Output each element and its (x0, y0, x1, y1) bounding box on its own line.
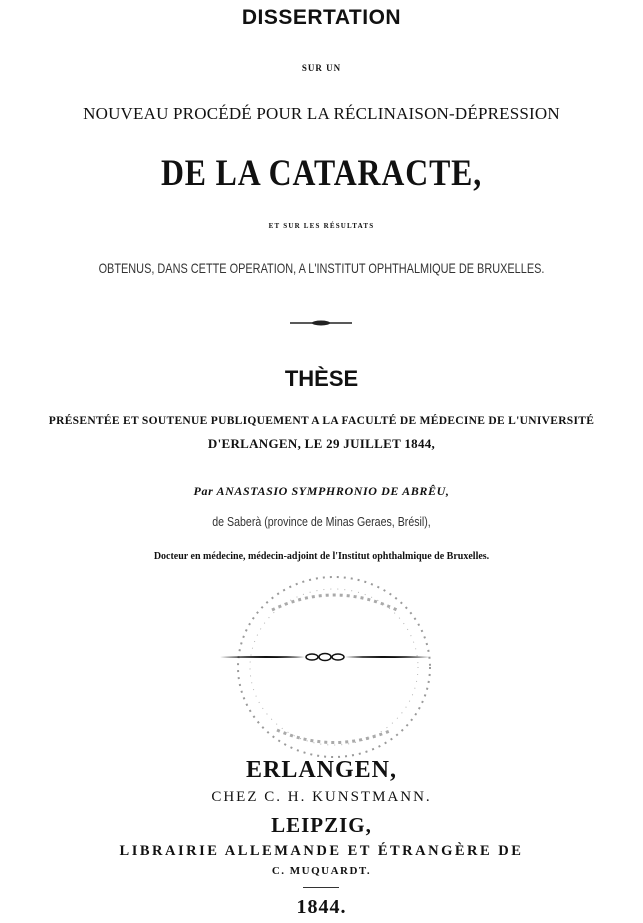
title-sur-un: SUR UN (301, 63, 342, 73)
imprint-place-erlangen: ERLANGEN, (245, 757, 398, 783)
title-et-sur-les-resultats: ET SUR LES RÉSULTATS (268, 222, 375, 230)
author-origin: de Saberà (province de Minas Geraes, Brésil), (212, 515, 431, 529)
author-byline: Par ANASTASIO SYMPHRONIO DE ABRÊU, (193, 484, 450, 498)
imprint-publisher-librairie: LIBRAIRIE ALLEMANDE ET ÉTRANGÈRE DE (119, 843, 524, 859)
decorative-rule (220, 649, 430, 665)
thesis-presented-line1: PRÉSENTÉE ET SOUTENUE PUBLIQUEMENT A LA FACULTÉ DE MÉDECINE DE L'UNIVERSITÉ (48, 415, 595, 427)
author-credentials: Docteur en médecine, médecin-adjoint de l'Institut ophthalmique de Bruxelles. (153, 551, 490, 562)
imprint-year: 1844. (296, 896, 347, 918)
title-main: DE LA CATARACTE, (160, 153, 483, 194)
short-rule (303, 887, 339, 888)
imprint-place-leipzig: LEIPZIG, (271, 813, 372, 837)
imprint-publisher-muquardt: C. MUQUARDT. (271, 865, 372, 877)
library-stamp (232, 570, 437, 765)
title-dissertation: DISSERTATION (241, 6, 402, 29)
title-subtitle: NOUVEAU PROCÉDÉ POUR LA RÉCLINAISON-DÉPRESSION (83, 104, 560, 123)
ornament-divider (0, 318, 643, 328)
thesis-heading: THÈSE (284, 366, 359, 391)
title-obtenus: OBTENUS, DANS CETTE OPERATION, A L'INSTITUT OPHTHALMIQUE DE BRUXELLES. (98, 260, 545, 276)
thesis-presented-line2: D'ERLANGEN, LE 29 JUILLET 1844, (207, 436, 436, 451)
imprint-publisher-kunstmann: CHEZ C. H. KUNSTMANN. (211, 789, 432, 805)
